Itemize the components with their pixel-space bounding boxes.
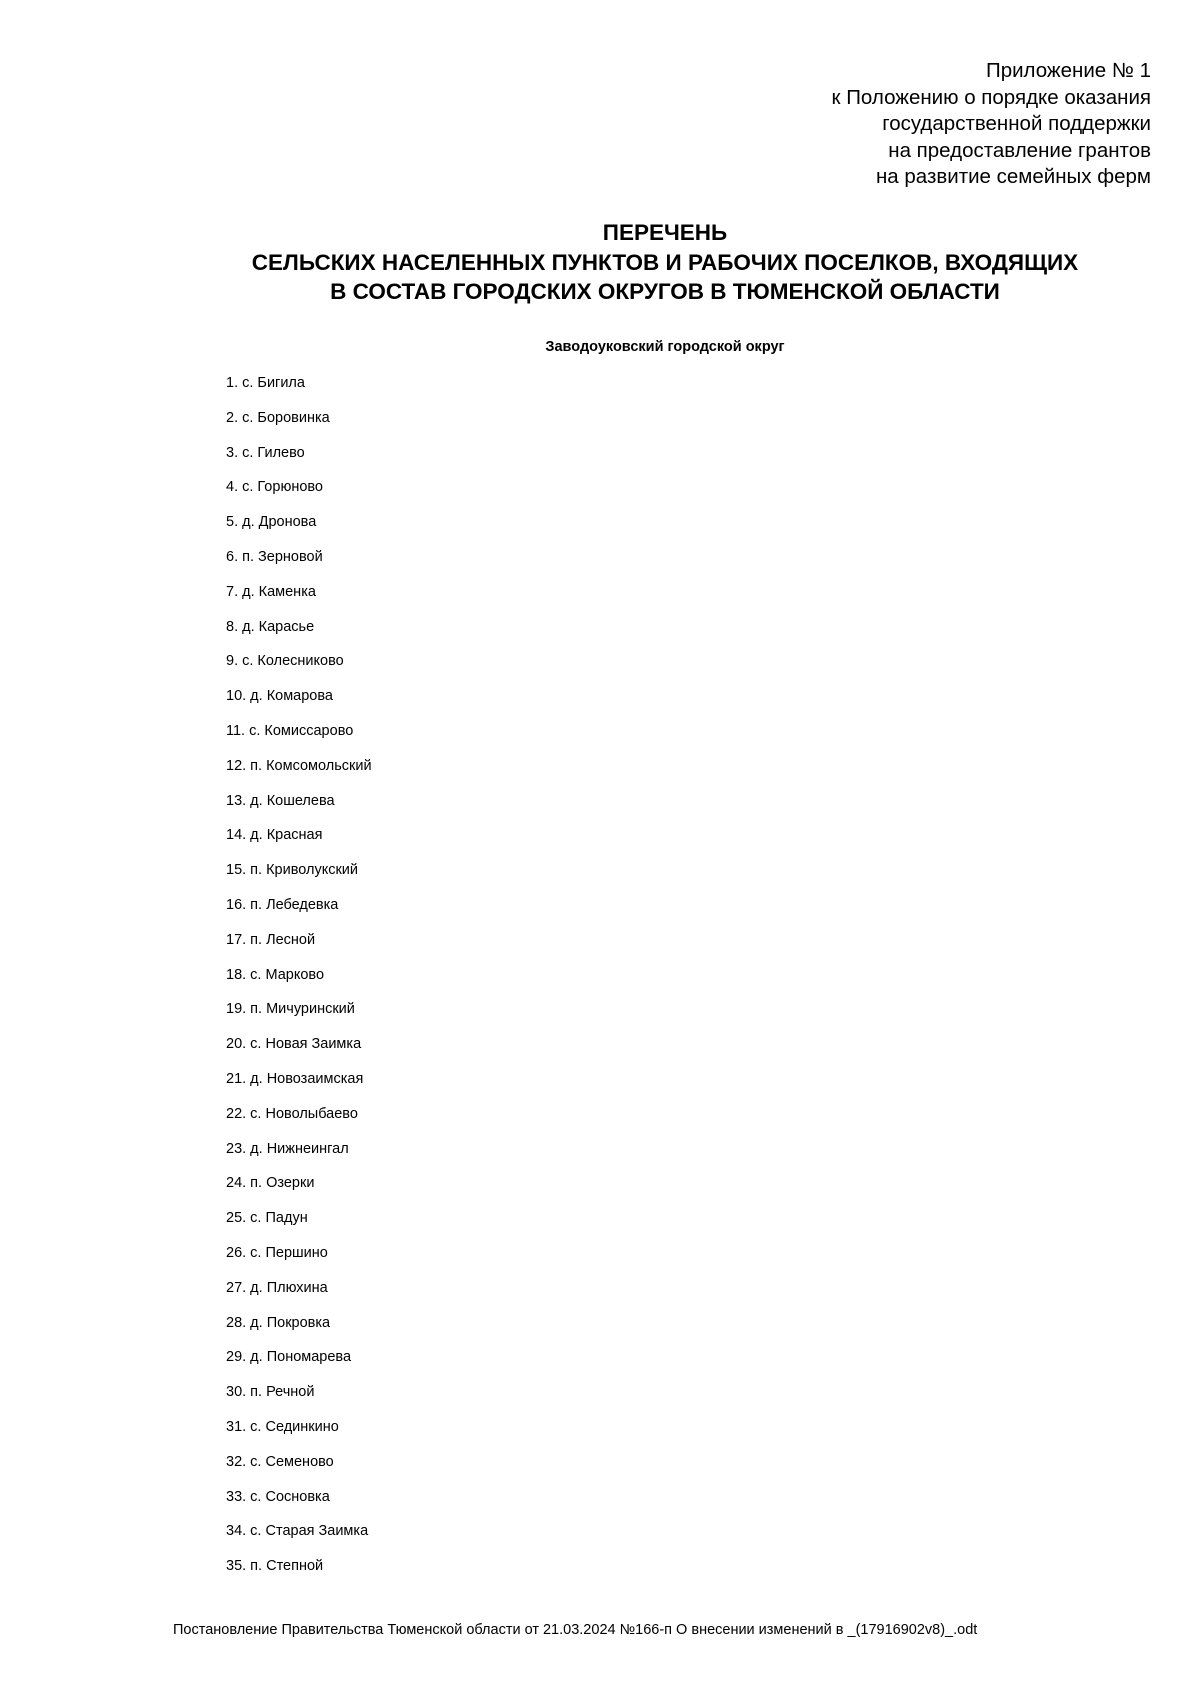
appendix-line: государственной поддержки — [882, 112, 1151, 135]
list-item: 19. п. Мичуринский — [226, 1001, 355, 1018]
list-item: 34. с. Старая Заимка — [226, 1523, 369, 1540]
settlement-list — [226, 374, 372, 1592]
list-item: 31. с. Сединкино — [226, 1418, 339, 1435]
list-item: 4. с. Горюново — [226, 479, 323, 496]
list-item: 35. п. Степной — [226, 1558, 324, 1575]
title-line: В СОСТАВ ГОРОДСКИХ ОКРУГОВ В ТЮМЕНСКОЙ ОБЛАСТИ — [330, 279, 1000, 304]
list-item: 6. п. Зерновой — [226, 548, 323, 565]
title-line: ПЕРЕЧЕНЬ — [602, 220, 728, 245]
list-item: 25. с. Падун — [226, 1210, 308, 1227]
list-item: 28. д. Покровка — [226, 1314, 331, 1331]
list-item: 21. д. Новозаимская — [226, 1070, 364, 1087]
list-item: 29. д. Пономарева — [226, 1349, 352, 1366]
list-item: 16. п. Лебедевка — [226, 896, 339, 913]
list-item: 24. п. Озерки — [226, 1175, 315, 1192]
list-item: 33. с. Сосновка — [226, 1488, 330, 1505]
list-item: 7. д. Каменка — [226, 583, 316, 600]
appendix-line: к Положению о порядке оказания — [831, 85, 1151, 109]
list-item: 11. с. Комиссарово — [226, 722, 354, 739]
appendix-line: на развитие семейных ферм — [875, 165, 1151, 188]
list-item: 10. д. Комарова — [226, 688, 333, 705]
list-item: 8. д. Карасье — [226, 618, 315, 635]
list-item: 15. п. Криволукский — [226, 862, 359, 879]
list-item: 30. п. Речной — [226, 1384, 315, 1401]
appendix-heading — [591, 58, 1151, 191]
appendix-line: на предоставление грантов — [888, 138, 1151, 162]
list-item: 23. д. Нижнеингал — [226, 1140, 349, 1157]
title-line: СЕЛЬСКИХ НАСЕЛЕННЫХ ПУНКТОВ И РАБОЧИХ ПОСЕЛКОВ, ВХОДЯЩИХ — [251, 249, 1079, 275]
document-title — [0, 218, 1200, 307]
list-item: 5. д. Дронова — [226, 514, 317, 531]
list-item: 9. с. Колесниково — [226, 653, 344, 670]
list-item: 26. с. Першино — [226, 1244, 328, 1261]
list-item: 13. д. Кошелева — [226, 792, 335, 809]
list-item: 3. с. Гилево — [226, 444, 305, 461]
list-item: 22. с. Новолыбаево — [226, 1105, 358, 1122]
list-item: 14. д. Красная — [226, 827, 323, 844]
list-item: 32. с. Семеново — [226, 1453, 334, 1470]
list-item: 12. п. Комсомольский — [226, 757, 372, 774]
list-item: 1. с. Бигила — [226, 375, 305, 391]
list-item: 20. с. Новая Заимка — [226, 1036, 362, 1053]
appendix-line: Приложение № 1 — [985, 59, 1151, 82]
page-footer: Постановление Правительства Тюменской области от 21.03.2024 №166-п О внесении изменений в _(17916902v8)_.odt — [173, 1622, 978, 1638]
list-item: 18. с. Марково — [226, 966, 325, 983]
list-item: 17. п. Лесной — [226, 931, 316, 948]
list-item: 27. д. Плюхина — [226, 1279, 328, 1296]
district-heading: Заводоуковский городской округ — [545, 339, 785, 355]
list-item: 2. с. Боровинка — [226, 409, 330, 426]
